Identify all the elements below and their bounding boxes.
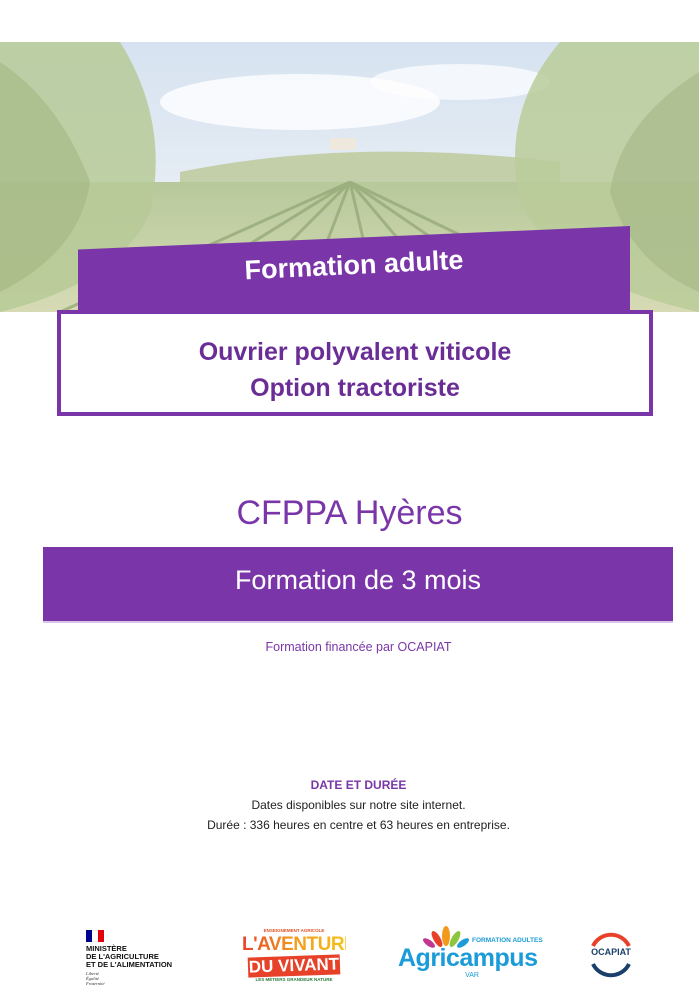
ministry-motto: Liberté Égalité Fraternité [86, 971, 105, 986]
course-title-box [57, 310, 653, 416]
aventure-line1: L'AVENTURE [242, 934, 357, 955]
ministry-logo [86, 930, 196, 985]
ocapiat-name: OCAPIAT [591, 947, 631, 957]
duration-label: Formation de 3 mois [234, 565, 482, 595]
course-title-line1: Ouvrier polyvalent viticole [198, 338, 512, 366]
duration-bar-underline [43, 621, 673, 623]
schedule-dates: Dates disponibles sur notre site internet. [251, 798, 466, 812]
agricampus-name: Agricampus [398, 944, 538, 972]
aventure-line2: DU VIVANT [248, 954, 340, 977]
agricampus-logo [398, 926, 546, 984]
french-flag-icon [86, 930, 104, 942]
banner-label: Formation adulte [243, 244, 465, 286]
aventure-bottom-label: LES MÉTIERS GRANDEUR NATURE [255, 977, 333, 982]
aventure-top-label: ENSEIGNEMENT AGRICOLE [263, 928, 325, 933]
aventure-du-vivant-logo [240, 928, 357, 984]
organization-name: CFPPA Hyères [236, 494, 463, 532]
ocapiat-logo [583, 930, 639, 980]
schedule-heading: DATE ET DURÉE [310, 778, 407, 792]
course-title-line2: Option tractoriste [250, 374, 460, 402]
funding-note: Formation financée par OCAPIAT [265, 640, 452, 654]
agricampus-region: VAR [465, 972, 479, 979]
agricampus-tagline: FORMATION ADULTES [472, 937, 543, 944]
duration-bar [43, 547, 673, 621]
ministry-name: MINISTÈRE DE L'AGRICULTURE ET DE L'ALIMENTATION [86, 944, 173, 969]
schedule-hours: Durée : 336 heures en centre et 63 heures en entreprise. [207, 818, 510, 832]
